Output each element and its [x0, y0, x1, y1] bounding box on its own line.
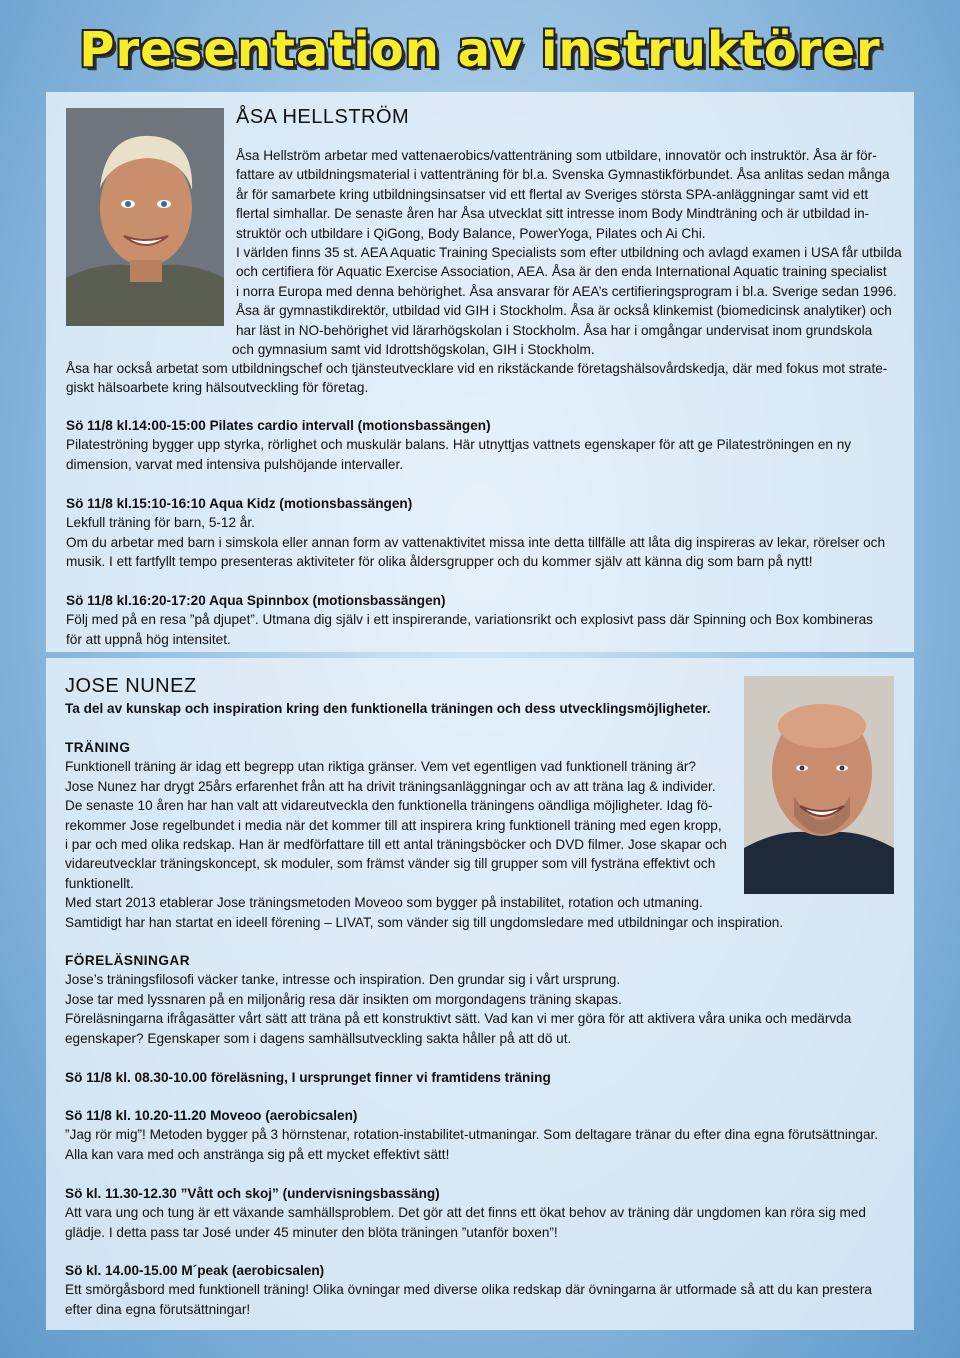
asa-bio-line: år för samarbete kring utbildningsinsatser vid ett flertal av Sveriges största SPA-anläggningar samt vid ett: [236, 186, 869, 202]
asa-bio-line: Åsa Hellström arbetar med vattenaerobics/vattenträning som utbildare, innovatör och instruktör. Åsa är för-: [236, 148, 877, 163]
lectures-line: Jose tar med lyssnaren på en miljonårig resa där insikten om morgondagens träning skapas.: [65, 991, 622, 1007]
asa-bio-line: flertal simhallar. De senaste åren har Åsa utvecklat sitt intresse inom Body Mindträning och är utbildad in-: [236, 206, 870, 222]
jose-session-4: [65, 1261, 872, 1319]
lectures-line: Jose’s träningsfilosofi väcker tanke, intresse och inspiration. Den grundar sig i vårt ursprung.: [65, 972, 621, 988]
session-line: Lekfull träning för barn, 5-12 år.: [66, 515, 255, 531]
session-line: Om du arbetar med barn i simskola eller annan form av vattenaktivitet missa inte detta tillfälle att låta dig inspireras av lekar, rörelser och: [66, 534, 886, 550]
asa-session-3: [66, 591, 873, 649]
jose-training: [65, 738, 783, 932]
session-line: glädje. I detta pass tar José under 45 minuter den blöta träningen ”utanför boxen”!: [65, 1224, 558, 1240]
session-line: dimension, varvat med intensiva pulshöjande intervaller.: [66, 456, 404, 472]
asa-bio-line: Åsa har också arbetat som utbildningschef och tjänsteutvecklare vid en rikstäckande företagshälsovårdskedja, där med fokus mot strate-: [66, 361, 888, 376]
jose-session-3: [65, 1184, 866, 1242]
training-line: De senaste 10 åren har han valt att vidareutveckla den funktionella träningens oändliga möjligheter. Idag fö-: [65, 798, 713, 814]
session-title: Sö kl. 14.00-15.00 M´peak (aerobicsalen): [65, 1263, 325, 1278]
session-title: Sö 11/8 kl.14:00-15:00 Pilates cardio intervall (motionsbassängen): [66, 418, 491, 433]
training-line: rekommer Jose regelbundet i media när det kommer till att inspirera kring funktionell träning med egen kropp,: [65, 817, 722, 833]
session-title: Sö 11/8 kl. 10.20-11.20 Moveoo (aerobicsalen): [65, 1108, 358, 1123]
asa-bio-line: giskt hälsoarbete kring hälsoutveckling för företag.: [66, 380, 369, 396]
session-title: Sö kl. 11.30-12.30 ”Vått och skoj” (undervisningsbassäng): [65, 1186, 440, 1201]
jose-lectures: [65, 951, 851, 1048]
training-line: Samtidigt har han startat en ideell förening – LIVAT, som vänder sig till ungdomsledare med utbildningar och inspiration.: [65, 914, 784, 930]
session-line: Ett smörgåsbord med funktionell träning! Olika övningar med diverse olika redskap där övningarna är utformade så att du kan prestera: [65, 1282, 872, 1298]
asa-bio-line: och gymnasium samt vid Idrottshögskolan, GIH i Stockholm.: [232, 342, 595, 357]
session-line: musik. I ett fartfyllt tempo presenteras aktiviteter för olika åldersgrupper och du kommer själv att känna dig som barn på nytt!: [66, 554, 813, 570]
training-heading: TRÄNING: [65, 740, 131, 755]
session-title: Sö 11/8 kl. 08.30-10.00 föreläsning, I ursprunget finner vi framtidens träning: [65, 1070, 551, 1085]
asa-bio-line: struktör och utbildare i QiGong, Body Balance, PowerYoga, Pilates och Ai Chi.: [236, 225, 706, 241]
asa-bio-full: [66, 359, 887, 398]
asa-bio-line: Åsa är gymnastikdirektör, utbildad vid GIH i Stockholm. Åsa är också klinkemist (biomedicinsk analytiker) och: [236, 303, 892, 319]
lectures-heading: FÖRELÄSNINGAR: [65, 953, 191, 968]
asa-bio: [236, 146, 902, 340]
jose-session-1: [65, 1068, 551, 1087]
asa-bio-tail: [232, 340, 595, 359]
asa-bio-line: i norra Europa med denna behörighet. Åsa ansvarar för AEA’s certifieringsprogram i bl.a. Sverige sedan 1996.: [236, 283, 897, 299]
asa-bio-line: har läst in NO-behörighet vid lärarhögskolan i Stockholm. Åsa har i omgångar undervisat inom grundskola: [236, 322, 873, 338]
asa-session-1: [66, 416, 851, 474]
session-line: Pilateströning bygger upp styrka, rörlighet och muskulär balans. Här utnyttjas vattnets egenskaper för att ge Pilateströningen en ny: [66, 437, 852, 453]
session-line: för att uppnå hög intensitet.: [66, 631, 231, 647]
jose-session-2: [65, 1106, 878, 1164]
asa-name-heading: ÅSA HELLSTRÖM: [236, 106, 410, 128]
session-line: ”Jag rör mig”! Metoden bygger på 3 hörnstenar, rotation-instabilitet-utmaningar. Som deltagare tränar du efter dina egna förutsättningar.: [65, 1127, 879, 1143]
asa-bio-line: I världen finns 35 st. AEA Aquatic Training Specialists som efter utbildning och avlagd examen i USA får utbilda: [236, 245, 902, 261]
lectures-line: egenskaper? Egenskaper som i dagens samhällsutveckling sakta håller på att dö ut.: [65, 1030, 572, 1046]
lectures-line: Föreläsningarna ifrågasätter vårt sätt att träna på ett konstruktivt sätt. Vad kan vi mer göra för att aktivera våra unika och medärvda: [65, 1011, 852, 1027]
session-line: Att vara ung och tung är ett växande samhällsproblem. Det gör att det finns ett ökat behov av träning där ungdomen kan röra sig med: [65, 1205, 866, 1221]
session-line: Följ med på en resa ”på djupet”. Utmana dig själv i ett inspirerande, variationsrikt och explosivt pass där Spinning och Box kombineras: [66, 612, 873, 628]
training-line: Jose Nunez har drygt 25års erfarenhet från att ha drivit träningsanläggningar och av att träna lag & individer.: [65, 778, 716, 794]
session-line: Alla kan vara med och anstränga sig på ett mycket effektivt sätt!: [65, 1146, 450, 1162]
training-line: Funktionell träning är idag ett begrepp utan riktiga gränser. Vem vet egentligen vad funktionell träning är?: [65, 759, 696, 775]
page-title: Presentation av instruktörer: [79, 22, 881, 78]
asa-bio-line: fattare av utbildningsmaterial i vattenträning för bl.a. Svenska Gymnastikförbundet. Åsa anlitas sedan många: [236, 167, 890, 183]
asa-portrait-photo: [66, 108, 224, 326]
training-line: funktionellt.: [65, 875, 134, 891]
session-line: efter dina egna förutsättningar!: [65, 1301, 251, 1317]
training-line: i par och med olika redskap. Han är medförfattare till ett antal träningsböcker och DVD filmer. Jose skapar och: [65, 837, 727, 853]
asa-session-2: [66, 494, 885, 572]
training-line: Med start 2013 etablerar Jose träningsmetoden Moveoo som bygger på instabilitet, rotation och utmaning.: [65, 895, 703, 911]
asa-bio-line: och certifiera för Aquatic Exercise Association, AEA. Åsa är den enda International Aquatic training specialist: [236, 264, 887, 280]
training-line: vidareutvecklar träningskoncept, sk moduler, som främst vänder sig till grupper som vill fysträna effektivt och: [65, 856, 716, 872]
session-title: Sö 11/8 kl.16:20-17:20 Aqua Spinnbox (motionsbassängen): [66, 593, 446, 608]
session-title: Sö 11/8 kl.15:10-16:10 Aqua Kidz (motionsbassängen): [66, 496, 413, 511]
jose-tagline: Ta del av kunskap och inspiration kring den funktionella träningen och dess utvecklingsmöjligheter.: [65, 701, 711, 716]
jose-name-heading: JOSE NUNEZ: [65, 675, 197, 697]
